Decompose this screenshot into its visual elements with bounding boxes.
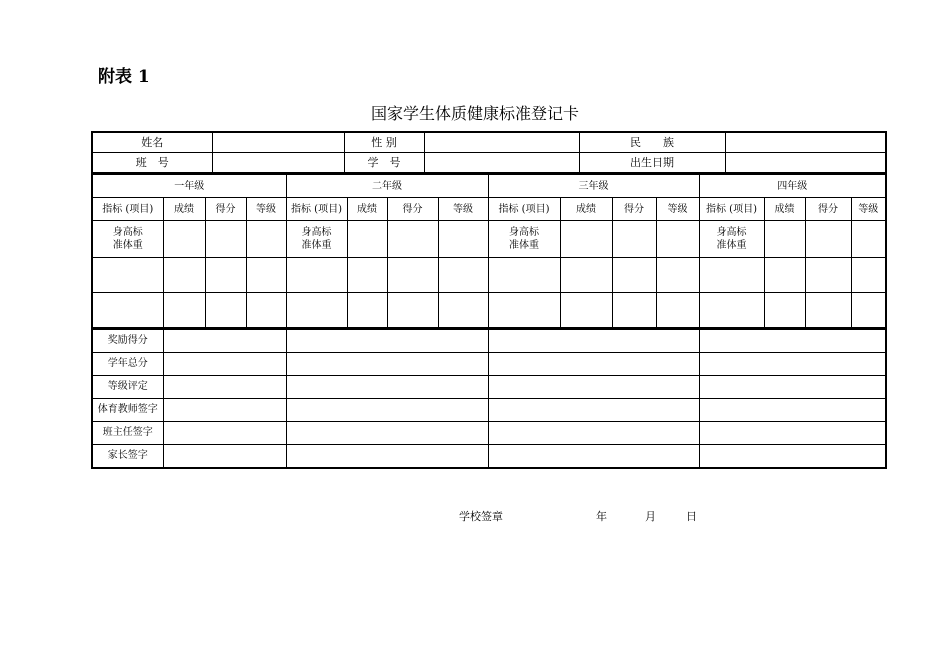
summary-row bbox=[92, 421, 886, 444]
level-cell[interactable] bbox=[656, 293, 699, 328]
grade-2-cell[interactable] bbox=[286, 444, 488, 468]
grade-4-cell[interactable] bbox=[699, 421, 886, 444]
score-cell[interactable] bbox=[560, 258, 612, 293]
school-seal-label: 学校签章 bbox=[459, 510, 503, 523]
grade-2-cell[interactable] bbox=[286, 375, 488, 398]
grade-2-header: 二年级 bbox=[286, 175, 488, 198]
grade-1-header: 一年级 bbox=[92, 175, 286, 198]
level-cell[interactable] bbox=[656, 258, 699, 293]
level-cell[interactable] bbox=[246, 293, 286, 328]
grade-1-cell[interactable] bbox=[163, 398, 286, 421]
indicator-cell[interactable] bbox=[699, 293, 764, 328]
data-row-2 bbox=[92, 258, 886, 293]
points-cell[interactable] bbox=[205, 221, 246, 258]
col-level: 等级 bbox=[246, 198, 286, 221]
summary-row bbox=[92, 398, 886, 421]
grade-1-cell[interactable] bbox=[163, 352, 286, 375]
points-cell[interactable] bbox=[612, 258, 656, 293]
summary-row bbox=[92, 329, 886, 352]
score-cell[interactable] bbox=[560, 221, 612, 258]
grade-3-cell[interactable] bbox=[488, 421, 699, 444]
student-id-label: 学 号 bbox=[344, 153, 424, 174]
points-cell[interactable] bbox=[612, 221, 656, 258]
points-cell[interactable] bbox=[205, 258, 246, 293]
name-field[interactable] bbox=[212, 132, 344, 153]
ethnicity-label: 民 族 bbox=[579, 132, 725, 153]
grade-2-cell[interactable] bbox=[286, 329, 488, 352]
student-id-field[interactable] bbox=[424, 153, 579, 174]
col-points: 得分 bbox=[805, 198, 851, 221]
col-score: 成绩 bbox=[764, 198, 805, 221]
indicator-cell: 身高标 准体重 bbox=[92, 221, 163, 258]
grade-3-cell[interactable] bbox=[488, 398, 699, 421]
col-score: 成绩 bbox=[560, 198, 612, 221]
indicator-cell[interactable] bbox=[488, 258, 560, 293]
month-label: 月 bbox=[645, 510, 656, 523]
info-row-1 bbox=[92, 132, 886, 153]
points-cell[interactable] bbox=[805, 258, 851, 293]
birthdate-field[interactable] bbox=[725, 153, 886, 174]
col-indicator: 指标 (项目) bbox=[92, 198, 163, 221]
summary-label: 体育教师签字 bbox=[92, 398, 163, 421]
summary-label: 等级评定 bbox=[92, 375, 163, 398]
col-indicator: 指标 (项目) bbox=[488, 198, 560, 221]
grade-2-cell[interactable] bbox=[286, 352, 488, 375]
points-cell[interactable] bbox=[387, 258, 438, 293]
score-cell[interactable] bbox=[764, 258, 805, 293]
score-cell[interactable] bbox=[764, 293, 805, 328]
ethnicity-field[interactable] bbox=[725, 132, 886, 153]
registration-form bbox=[91, 131, 885, 469]
indicator-cell[interactable] bbox=[92, 258, 163, 293]
col-indicator: 指标 (项目) bbox=[699, 198, 764, 221]
grade-2-cell[interactable] bbox=[286, 421, 488, 444]
level-cell[interactable] bbox=[438, 293, 488, 328]
grade-3-cell[interactable] bbox=[488, 329, 699, 352]
grade-4-cell[interactable] bbox=[699, 352, 886, 375]
points-cell[interactable] bbox=[805, 293, 851, 328]
points-cell[interactable] bbox=[205, 293, 246, 328]
level-cell[interactable] bbox=[246, 221, 286, 258]
student-info-table bbox=[91, 131, 887, 174]
grade-1-cell[interactable] bbox=[163, 375, 286, 398]
summary-label: 奖励得分 bbox=[92, 329, 163, 352]
level-cell[interactable] bbox=[246, 258, 286, 293]
grade-3-cell[interactable] bbox=[488, 352, 699, 375]
level-cell[interactable] bbox=[851, 293, 886, 328]
points-cell[interactable] bbox=[387, 293, 438, 328]
summary-row bbox=[92, 352, 886, 375]
col-indicator: 指标 (项目) bbox=[286, 198, 347, 221]
gender-label: 性 别 bbox=[344, 132, 424, 153]
col-level: 等级 bbox=[656, 198, 699, 221]
indicator-cell: 身高标 准体重 bbox=[699, 221, 764, 258]
col-points: 得分 bbox=[387, 198, 438, 221]
summary-row bbox=[92, 375, 886, 398]
points-cell[interactable] bbox=[387, 221, 438, 258]
year-label: 年 bbox=[596, 510, 607, 523]
grade-4-cell[interactable] bbox=[699, 375, 886, 398]
grade-4-cell[interactable] bbox=[699, 329, 886, 352]
grade-1-cell[interactable] bbox=[163, 444, 286, 468]
class-label: 班 号 bbox=[92, 153, 212, 174]
level-cell[interactable] bbox=[438, 221, 488, 258]
points-cell[interactable] bbox=[612, 293, 656, 328]
form-title: 国家学生体质健康标准登记卡 bbox=[370, 104, 579, 123]
indicator-cell: 身高标 准体重 bbox=[286, 221, 347, 258]
grade-2-cell[interactable] bbox=[286, 398, 488, 421]
summary-table bbox=[91, 329, 887, 469]
grade-3-cell[interactable] bbox=[488, 375, 699, 398]
grade-4-cell[interactable] bbox=[699, 444, 886, 468]
column-header-row bbox=[92, 198, 886, 221]
level-cell[interactable] bbox=[656, 221, 699, 258]
day-label: 日 bbox=[686, 510, 697, 523]
class-field[interactable] bbox=[212, 153, 344, 174]
grade-header-row bbox=[92, 175, 886, 198]
level-cell[interactable] bbox=[851, 221, 886, 258]
indicator-cell[interactable] bbox=[92, 293, 163, 328]
data-row-1 bbox=[92, 221, 886, 258]
col-points: 得分 bbox=[205, 198, 246, 221]
score-cell[interactable] bbox=[764, 221, 805, 258]
points-cell[interactable] bbox=[805, 221, 851, 258]
grade-3-cell[interactable] bbox=[488, 444, 699, 468]
grades-table bbox=[91, 174, 887, 329]
data-row-3 bbox=[92, 293, 886, 328]
col-score: 成绩 bbox=[347, 198, 387, 221]
summary-label: 班主任签字 bbox=[92, 421, 163, 444]
summary-label: 学年总分 bbox=[92, 352, 163, 375]
grade-1-cell[interactable] bbox=[163, 421, 286, 444]
col-level: 等级 bbox=[438, 198, 488, 221]
info-row-2 bbox=[92, 153, 886, 174]
level-cell[interactable] bbox=[851, 258, 886, 293]
summary-row bbox=[92, 444, 886, 468]
score-cell[interactable] bbox=[163, 221, 205, 258]
indicator-cell[interactable] bbox=[488, 293, 560, 328]
gender-field[interactable] bbox=[424, 132, 579, 153]
summary-label: 家长签字 bbox=[92, 444, 163, 468]
name-label: 姓名 bbox=[92, 132, 212, 153]
score-cell[interactable] bbox=[560, 293, 612, 328]
score-cell[interactable] bbox=[163, 258, 205, 293]
indicator-cell[interactable] bbox=[699, 258, 764, 293]
appendix-label: 附表 1 bbox=[98, 67, 150, 87]
col-points: 得分 bbox=[612, 198, 656, 221]
grade-3-header: 三年级 bbox=[488, 175, 699, 198]
birthdate-label: 出生日期 bbox=[579, 153, 725, 174]
col-score: 成绩 bbox=[163, 198, 205, 221]
score-cell[interactable] bbox=[347, 221, 387, 258]
col-level: 等级 bbox=[851, 198, 886, 221]
level-cell[interactable] bbox=[438, 258, 488, 293]
indicator-cell[interactable] bbox=[286, 293, 347, 328]
grade-4-header: 四年级 bbox=[699, 175, 886, 198]
grade-1-cell[interactable] bbox=[163, 329, 286, 352]
score-cell[interactable] bbox=[347, 258, 387, 293]
score-cell[interactable] bbox=[163, 293, 205, 328]
indicator-cell[interactable] bbox=[286, 258, 347, 293]
score-cell[interactable] bbox=[347, 293, 387, 328]
indicator-cell: 身高标 准体重 bbox=[488, 221, 560, 258]
grade-4-cell[interactable] bbox=[699, 398, 886, 421]
